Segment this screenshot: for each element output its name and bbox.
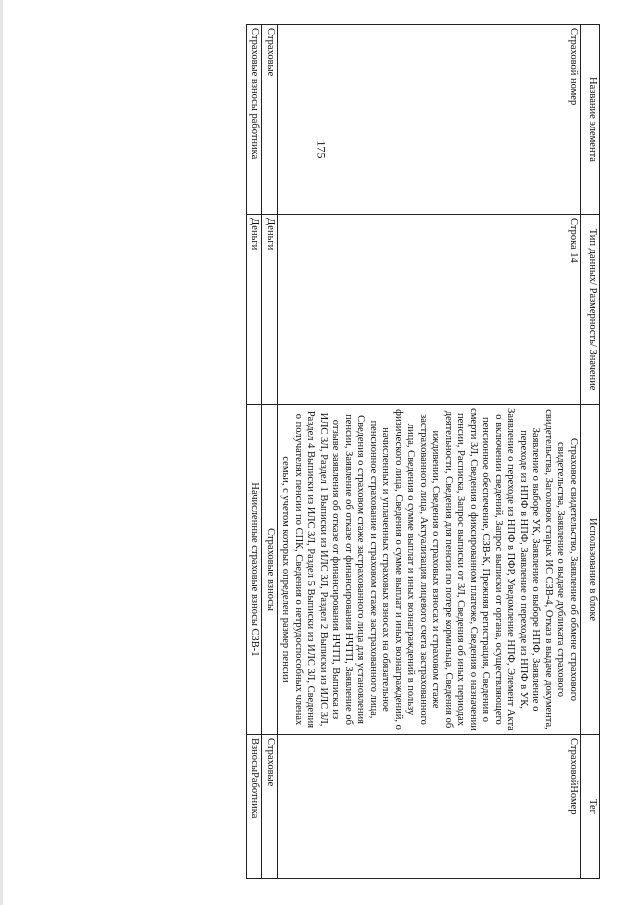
cell-tag: ВзносыРаботника — [247, 735, 263, 879]
header-data-type: Тип данных/ Размерность/ Значение — [581, 215, 600, 405]
cell-data-type: Строка 14 — [278, 215, 581, 405]
table-row — [247, 25, 263, 879]
cell-data-type: Деньги — [262, 215, 278, 405]
cell-data-type: Деньги — [247, 215, 263, 405]
rotated-table-container — [34, 24, 600, 878]
page-number: 175 — [314, 140, 329, 159]
header-usage: Использование в блоке — [581, 405, 600, 735]
header-tag: Тег — [581, 735, 600, 879]
cell-usage: Страховые взносы — [262, 405, 278, 735]
scan-edge — [0, 0, 3, 905]
cell-usage: Начисленные страховые взносы СЗВ-1 — [247, 405, 263, 735]
data-elements-table — [246, 24, 600, 879]
table-row — [262, 25, 278, 879]
header-element-name: Название элемента — [581, 25, 600, 215]
cell-tag: Страховые — [262, 735, 278, 879]
cell-tag: СтраховойНомер — [278, 735, 581, 879]
cell-usage: Страховое свидетельство, Заявление об обмене страхового свидетельства, Заявление о выдаче дубликата страхового свидетельства, Заголовок старых ИС СЗВ-4, Отказ в выдаче документа, Заявление о выборе УК, Заявление о выборе НПФ, Заявление о переходе из НПФ в НПФ, Заявление о переходе из НПФ в УК, Заявление о переходе из НПФ в ПФР, Уведомление НПФ, Элемент Акта о включении сведений, Запрос выписки от органа, осуществляющего пенсионное обеспечение, СЗВ-К, Прежняя регистрация, Сведения о смерти ЗЛ, Сведения о фиксированном платеже, Сведения о назначении пенсии, Расписка, Запрос выписки от ЗЛ, Сведения об иных периодах деятельности, Сведения для пенсии по потере кормильца, Сведения об иждивении, Сведения о страховых взносах и страховом стаже застрахованного лица, Актуализация лицевого счета застрахованного лица, Сведения о сумме выплат и иных вознаграждений в пользу физического лица, Сведения о сумме выплат и иных вознаграждений, о начисленных и уплаченных страховых взносах на обязательное пенсионное страхование и страховом стаже застрахованного лица, Сведения о страховом стаже застрахованного лица для установления пенсии, Заявление об отказе от финансирования НЧТП, Заявление об отзыве заявления об отказе от финансирования НЧТП, Выписка из ИЛС ЗЛ, Раздел 1 Выписки из ИЛС ЗЛ, Раздел 2 Выписки из ИЛС ЗЛ, Раздел 4 Выписки из ИЛС ЗЛ, Раздел 5 Выписки из ИЛС ЗЛ, Сведения о получателях пенсии по СПК, Сведения о нетрудоспособных членах семьи, с учетом которых определен размер пенсии — [278, 405, 581, 735]
cell-element-name: Страховые взносы работника — [247, 25, 263, 215]
table-header-row — [581, 25, 600, 879]
cell-element-name: Страховой номер — [278, 25, 581, 215]
cell-element-name: Страховые — [262, 25, 278, 215]
table-row — [278, 25, 581, 879]
